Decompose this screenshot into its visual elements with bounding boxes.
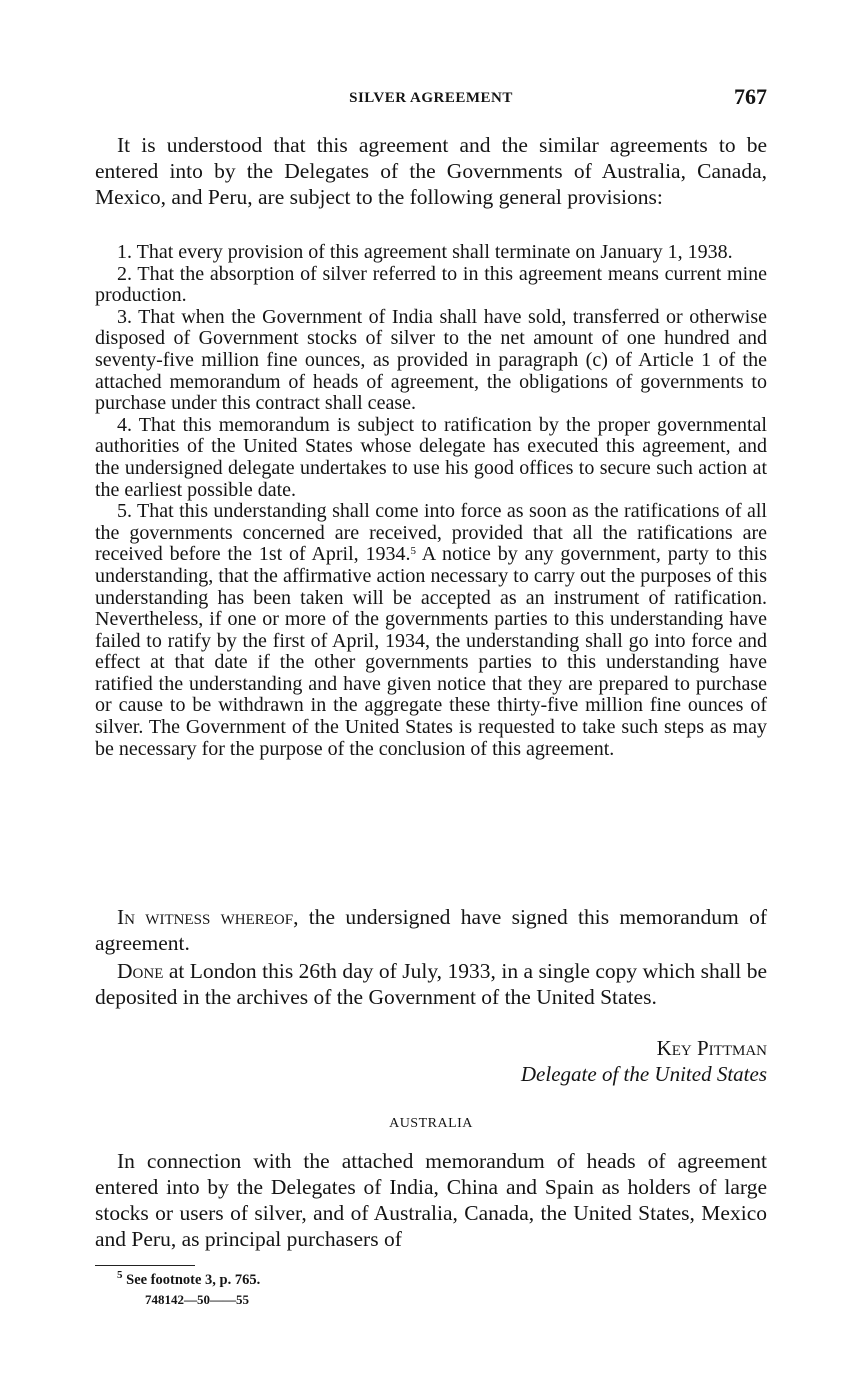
- provision-item-5: [95, 501, 767, 760]
- footnote-text: See footnote 3, p. 765.: [122, 1272, 261, 1288]
- provision-item: 3. That when the Government of India shall have sold, transferred or otherwise disposed of Government stocks of silver to the net amount of one hundred and seventy-five million fine ounces, as provided in paragraph (c) of Article 1 of the attached memorandum of heads of agreement, the obligations of governments to purchase under this contract shall cease.: [95, 305, 767, 415]
- section-heading-australia: AUSTRALIA: [389, 1116, 473, 1131]
- signatory-name: Key Pittman: [656, 1036, 767, 1060]
- done-text: at London this 26th day of July, 1933, in a single copy which shall be deposited in the archives of the Government of the United States.: [95, 959, 767, 1009]
- intro-paragraph: It is understood that this agreement and the similar agreements to be entered into by the Delegates of the Governments of Australia, Canada, Mexico, and Peru, are subject to the following general provisions:: [95, 133, 767, 209]
- provision-5-text: 5. That this understanding shall come into force as soon as the ratifications of all the governments concerned are received, provided that all the ratifications are received before the 1st of April, 1934.: [95, 500, 767, 566]
- provision-item: 1. That every provision of this agreement shall terminate on January 1, 1938.: [117, 241, 733, 263]
- done-paragraph: [95, 958, 767, 1010]
- done-lead: Done: [117, 959, 164, 983]
- witness-text: , the undersigned have signed this memorandum of agreement.: [95, 905, 767, 955]
- provision-item: 4. That this memorandum is subject to ratification by the proper governmental authorities of the United States whose delegate has executed this agreement, and the undersigned delegate undertakes to use his good offices to secure such action at the earliest possible date.: [95, 413, 767, 501]
- provisions-list: [95, 242, 767, 760]
- provision-item: 2. That the absorption of silver referred to in this agreement means current mine production.: [95, 262, 767, 307]
- page-number: 767: [734, 84, 767, 109]
- signatory-role: Delegate of the United States: [520, 1062, 767, 1086]
- witness-paragraph: [95, 904, 767, 956]
- print-code: 748142—50——55: [145, 1292, 249, 1307]
- footnote-marker: 5: [117, 1269, 123, 1281]
- provision-5-continuation: A notice by any government, party to this understanding, that the affirmative action necessary to carry out the purposes of this understanding has been taken will be accepted as an instrument of ratification. Nevertheless, if one or more of the governments parties to this understanding have failed to ratify by the first of April, 1934, the understanding shall go into force and effect at that date if the other governments parties to this understanding have ratified the understanding and have given notice that they are prepared to purchase or cause to be withdrawn in the aggregate these thirty-five million fine ounces of silver. The Government of the United States is requested to take such steps as may be necessary for the purpose of the conclusion of this agreement.: [95, 543, 767, 760]
- running-head: SILVER AGREEMENT: [349, 90, 513, 106]
- australia-paragraph: In connection with the attached memorandum of heads of agreement entered into by the Delegates of India, China and Spain as holders of large stocks or users of silver, and of Australia, Canada, the United States, Mexico and Peru, as principal purchasers of: [95, 1149, 767, 1251]
- witness-lead: In witness whereof: [117, 905, 294, 929]
- footnote: [117, 1269, 261, 1289]
- footnote-reference: 5: [410, 545, 417, 558]
- page-header: [95, 84, 767, 116]
- footnote-divider: [95, 1265, 195, 1266]
